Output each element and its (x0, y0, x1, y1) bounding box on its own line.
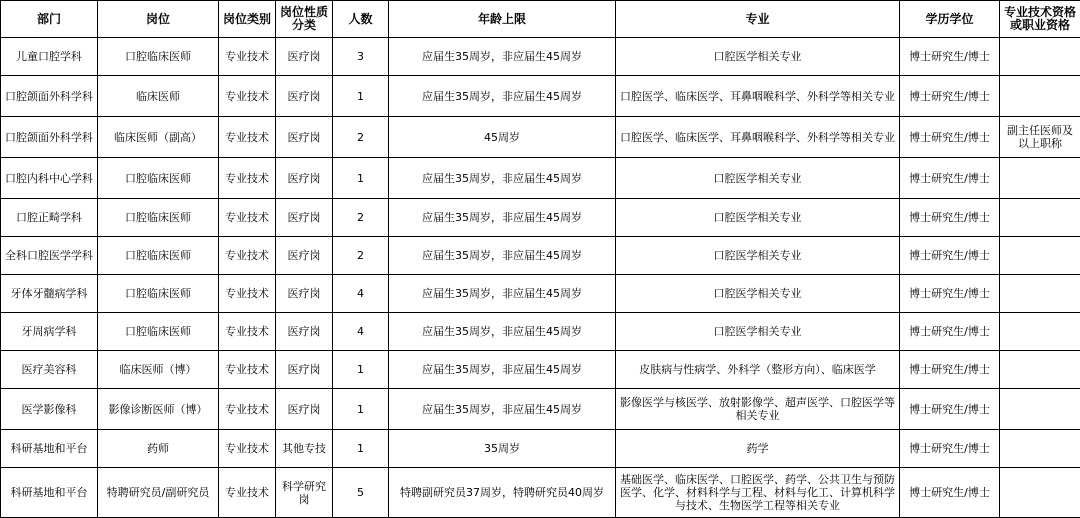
cell-dept: 科研基地和平台 (1, 468, 98, 518)
table-row (1, 199, 1080, 237)
cell-category: 专业技术 (219, 38, 276, 76)
cell-nature: 医疗岗 (276, 313, 333, 351)
cell-age: 35周岁 (389, 430, 616, 468)
cell-age: 45周岁 (389, 117, 616, 158)
table-row (1, 275, 1080, 313)
cell-qualification (1000, 389, 1080, 430)
cell-dept: 儿童口腔学科 (1, 38, 98, 76)
cell-dept: 口腔颌面外科学科 (1, 76, 98, 117)
cell-count: 1 (333, 76, 389, 117)
cell-post: 临床医师 (98, 76, 219, 117)
table-row (1, 313, 1080, 351)
cell-major: 口腔医学相关专业 (616, 313, 900, 351)
header-age: 年龄上限 (389, 1, 616, 38)
cell-count: 4 (333, 275, 389, 313)
cell-nature: 医疗岗 (276, 199, 333, 237)
cell-age: 应届生35周岁，非应届生45周岁 (389, 389, 616, 430)
cell-count: 4 (333, 313, 389, 351)
cell-nature: 医疗岗 (276, 38, 333, 76)
header-category: 岗位类别 (219, 1, 276, 38)
cell-count: 2 (333, 117, 389, 158)
cell-post: 临床医师（博） (98, 351, 219, 389)
cell-qualification (1000, 275, 1080, 313)
cell-degree: 博士研究生/博士 (900, 158, 1000, 199)
cell-qualification (1000, 430, 1080, 468)
cell-category: 专业技术 (219, 468, 276, 518)
header-count: 人数 (333, 1, 389, 38)
cell-qualification (1000, 313, 1080, 351)
cell-dept: 医疗美容科 (1, 351, 98, 389)
header-row (1, 1, 1080, 38)
cell-count: 2 (333, 237, 389, 275)
cell-count: 1 (333, 351, 389, 389)
cell-count: 2 (333, 199, 389, 237)
cell-post: 口腔临床医师 (98, 237, 219, 275)
header-qualification-text: 专业技术资格或职业资格 (1003, 6, 1076, 32)
cell-dept: 口腔正畸学科 (1, 199, 98, 237)
table-row (1, 158, 1080, 199)
cell-major: 口腔医学、临床医学、耳鼻咽喉科学、外科学等相关专业 (616, 76, 900, 117)
cell-degree: 博士研究生/博士 (900, 38, 1000, 76)
cell-dept: 口腔内科中心学科 (1, 158, 98, 199)
cell-nature: 医疗岗 (276, 117, 333, 158)
cell-degree: 博士研究生/博士 (900, 351, 1000, 389)
cell-major: 口腔医学相关专业 (616, 237, 900, 275)
cell-post: 临床医师（副高） (98, 117, 219, 158)
cell-post: 口腔临床医师 (98, 38, 219, 76)
cell-category: 专业技术 (219, 430, 276, 468)
cell-nature: 医疗岗 (276, 158, 333, 199)
cell-nature: 医疗岗 (276, 275, 333, 313)
cell-major: 影像医学与核医学、放射影像学、超声医学、口腔医学等相关专业 (616, 389, 900, 430)
cell-category: 专业技术 (219, 158, 276, 199)
cell-category: 专业技术 (219, 389, 276, 430)
cell-post: 口腔临床医师 (98, 275, 219, 313)
cell-age: 应届生35周岁，非应届生45周岁 (389, 237, 616, 275)
cell-qualification (1000, 38, 1080, 76)
cell-qualification: 副主任医师及以上职称 (1000, 117, 1080, 158)
header-dept: 部门 (1, 1, 98, 38)
table-row (1, 468, 1080, 518)
cell-post: 口腔临床医师 (98, 199, 219, 237)
cell-age: 应届生35周岁，非应届生45周岁 (389, 76, 616, 117)
table-row (1, 351, 1080, 389)
cell-category: 专业技术 (219, 351, 276, 389)
cell-post: 特聘研究员/副研究员 (98, 468, 219, 518)
cell-nature: 科学研究岗 (276, 468, 333, 518)
cell-nature: 其他专技 (276, 430, 333, 468)
cell-qualification (1000, 199, 1080, 237)
cell-age: 应届生35周岁，非应届生45周岁 (389, 38, 616, 76)
cell-age: 应届生35周岁，非应届生45周岁 (389, 313, 616, 351)
cell-age: 应届生35周岁，非应届生45周岁 (389, 275, 616, 313)
cell-category: 专业技术 (219, 76, 276, 117)
table-row (1, 117, 1080, 158)
cell-degree: 博士研究生/博士 (900, 430, 1000, 468)
cell-dept: 口腔颌面外科学科 (1, 117, 98, 158)
cell-major: 口腔医学、临床医学、耳鼻咽喉科学、外科学等相关专业 (616, 117, 900, 158)
cell-dept: 全科口腔医学学科 (1, 237, 98, 275)
table-row (1, 38, 1080, 76)
cell-category: 专业技术 (219, 199, 276, 237)
cell-post: 影像诊断医师（博） (98, 389, 219, 430)
cell-dept: 科研基地和平台 (1, 430, 98, 468)
cell-category: 专业技术 (219, 313, 276, 351)
cell-degree: 博士研究生/博士 (900, 76, 1000, 117)
cell-age: 应届生35周岁，非应届生45周岁 (389, 158, 616, 199)
cell-count: 1 (333, 430, 389, 468)
cell-count: 5 (333, 468, 389, 518)
cell-qualification (1000, 76, 1080, 117)
cell-dept: 牙体牙髓病学科 (1, 275, 98, 313)
cell-count: 3 (333, 38, 389, 76)
cell-category: 专业技术 (219, 237, 276, 275)
header-nature: 岗位性质分类 (276, 1, 333, 38)
cell-dept: 牙周病学科 (1, 313, 98, 351)
cell-major: 口腔医学相关专业 (616, 158, 900, 199)
cell-major: 皮肤病与性病学、外科学（整形方向）、临床医学 (616, 351, 900, 389)
table-row (1, 430, 1080, 468)
cell-age: 特聘副研究员37周岁，特聘研究员40周岁 (389, 468, 616, 518)
cell-category: 专业技术 (219, 275, 276, 313)
cell-major: 口腔医学相关专业 (616, 38, 900, 76)
cell-degree: 博士研究生/博士 (900, 389, 1000, 430)
cell-count: 1 (333, 389, 389, 430)
cell-nature: 医疗岗 (276, 389, 333, 430)
cell-nature: 医疗岗 (276, 237, 333, 275)
cell-degree: 博士研究生/博士 (900, 313, 1000, 351)
cell-category: 专业技术 (219, 117, 276, 158)
cell-major: 药学 (616, 430, 900, 468)
cell-age: 应届生35周岁，非应届生45周岁 (389, 351, 616, 389)
cell-degree: 博士研究生/博士 (900, 468, 1000, 518)
cell-degree: 博士研究生/博士 (900, 275, 1000, 313)
cell-nature: 医疗岗 (276, 351, 333, 389)
header-post: 岗位 (98, 1, 219, 38)
cell-qualification (1000, 468, 1080, 518)
table-row (1, 389, 1080, 430)
cell-post: 口腔临床医师 (98, 158, 219, 199)
cell-qualification (1000, 237, 1080, 275)
table-row (1, 237, 1080, 275)
cell-major: 基础医学、临床医学、口腔医学、药学、公共卫生与预防医学、化学、材料科学与工程、材料与化工、计算机科学与技术、生物医学工程等相关专业 (616, 468, 900, 518)
cell-post: 口腔临床医师 (98, 313, 219, 351)
cell-dept: 医学影像科 (1, 389, 98, 430)
cell-degree: 博士研究生/博士 (900, 117, 1000, 158)
cell-degree: 博士研究生/博士 (900, 237, 1000, 275)
cell-age: 应届生35周岁，非应届生45周岁 (389, 199, 616, 237)
cell-post: 药师 (98, 430, 219, 468)
header-qualification (1000, 1, 1080, 38)
cell-qualification (1000, 158, 1080, 199)
cell-degree: 博士研究生/博士 (900, 199, 1000, 237)
table-row (1, 76, 1080, 117)
header-major: 专业 (616, 1, 900, 38)
cell-qualification (1000, 351, 1080, 389)
cell-major: 口腔医学相关专业 (616, 275, 900, 313)
cell-major: 口腔医学相关专业 (616, 199, 900, 237)
cell-nature: 医疗岗 (276, 76, 333, 117)
cell-count: 1 (333, 158, 389, 199)
header-degree: 学历学位 (900, 1, 1000, 38)
